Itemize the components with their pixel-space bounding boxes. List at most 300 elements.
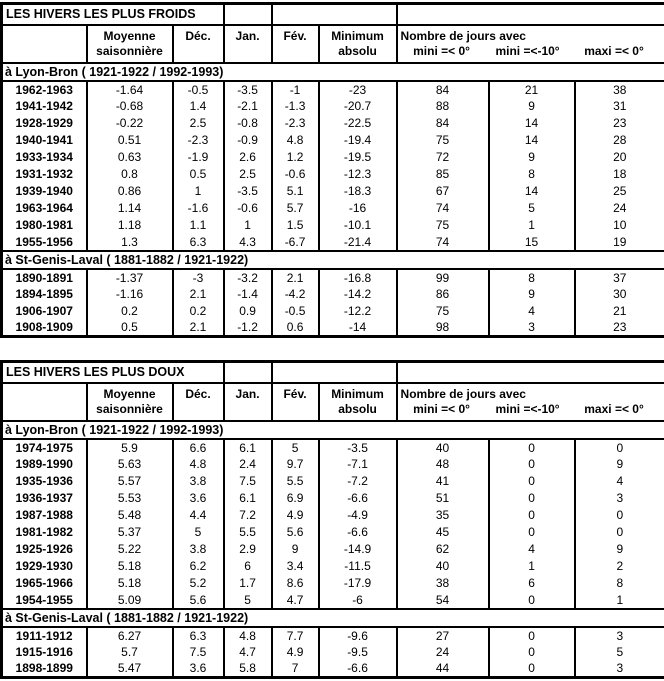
winter-data-row	[2, 456, 664, 473]
value-cell-days-min-below-0: 75	[397, 217, 489, 234]
value-cell-days-min-below-0: 41	[397, 473, 489, 490]
value-cell-days-min-below-minus10: 0	[489, 661, 575, 678]
value-cell-seasonal-mean: 0.2	[87, 303, 173, 320]
value-cell-days-min-below-minus10: 0	[489, 524, 575, 541]
value-cell-january: 4.8	[224, 627, 272, 644]
value-cell-days-min-below-minus10: 9	[489, 149, 575, 166]
value-cell-absolute-minimum: -12.3	[319, 166, 397, 183]
value-cell-december: 0.2	[173, 303, 224, 320]
value-cell-days-max-below-0: 21	[575, 303, 664, 320]
table-title: LES HIVERS LES PLUS DOUX	[2, 362, 224, 383]
value-cell-days-min-below-0: 84	[397, 81, 489, 98]
col-header-days-subheaders	[398, 44, 664, 59]
col-header-december: Déc.	[173, 25, 224, 63]
value-cell-january: -1.2	[224, 320, 272, 337]
value-cell-february: -1	[272, 81, 319, 98]
value-cell-december: 1	[173, 183, 224, 200]
value-cell-february: -1.3	[272, 98, 319, 115]
value-cell-days-max-below-0: 30	[575, 286, 664, 303]
winter-data-row	[2, 303, 664, 320]
value-cell-december: 2.1	[173, 286, 224, 303]
value-cell-days-max-below-0: 4	[575, 473, 664, 490]
col-header-december: Déc.	[173, 383, 224, 421]
col-header-days-min-below-minus10: mini =<-10°	[486, 44, 570, 59]
year-cell: 1890-1891	[2, 269, 87, 286]
value-cell-december: 6.2	[173, 558, 224, 575]
value-cell-days-min-below-0: 75	[397, 132, 489, 149]
value-cell-february: 8.6	[272, 575, 319, 592]
winter-data-row	[2, 200, 664, 217]
year-cell: 1925-1926	[2, 541, 87, 558]
value-cell-january: -0.9	[224, 132, 272, 149]
value-cell-seasonal-mean: -0.22	[87, 115, 173, 132]
value-cell-days-max-below-0: 23	[575, 115, 664, 132]
col-header-days-min-below-minus10: mini =<-10°	[486, 402, 570, 417]
value-cell-absolute-minimum: -19.5	[319, 149, 397, 166]
value-cell-days-max-below-0: 9	[575, 541, 664, 558]
col-header-days-min-below-0: mini =< 0°	[398, 44, 486, 59]
table-title: LES HIVERS LES PLUS FROIDS	[2, 4, 224, 25]
station-section-row	[2, 421, 664, 439]
winter-data-row	[2, 320, 664, 337]
value-cell-seasonal-mean: 5.37	[87, 524, 173, 541]
value-cell-days-max-below-0: 20	[575, 149, 664, 166]
value-cell-days-min-below-0: 24	[397, 644, 489, 661]
value-cell-seasonal-mean: -1.16	[87, 286, 173, 303]
value-cell-days-min-below-minus10: 0	[489, 592, 575, 609]
year-cell: 1981-1982	[2, 524, 87, 541]
value-cell-absolute-minimum: -6.6	[319, 524, 397, 541]
value-cell-days-min-below-minus10: 14	[489, 132, 575, 149]
value-cell-december: 5	[173, 524, 224, 541]
col-header-days-group-title: Nombre de jours avec	[398, 387, 664, 402]
value-cell-january: 2.4	[224, 456, 272, 473]
year-cell: 1936-1937	[2, 490, 87, 507]
value-cell-january: 0.9	[224, 303, 272, 320]
col-header-seasonal-mean-line2: saisonnière	[88, 44, 172, 59]
value-cell-absolute-minimum: -9.5	[319, 644, 397, 661]
winter-data-row	[2, 644, 664, 661]
value-cell-seasonal-mean: 1.18	[87, 217, 173, 234]
station-section-row	[2, 609, 664, 627]
station-section-row	[2, 63, 664, 81]
value-cell-seasonal-mean: 5.53	[87, 490, 173, 507]
value-cell-absolute-minimum: -6.6	[319, 661, 397, 678]
col-header-seasonal-mean-line1: Moyenne	[88, 29, 172, 44]
value-cell-december: 5.6	[173, 592, 224, 609]
col-header-january: Jan.	[224, 383, 272, 421]
value-cell-absolute-minimum: -11.5	[319, 558, 397, 575]
value-cell-days-max-below-0: 37	[575, 269, 664, 286]
value-cell-january: 1	[224, 217, 272, 234]
value-cell-december: 0.5	[173, 166, 224, 183]
value-cell-absolute-minimum: -21.4	[319, 234, 397, 251]
value-cell-days-max-below-0: 8	[575, 575, 664, 592]
value-cell-january: 2.5	[224, 166, 272, 183]
value-cell-december: 6.3	[173, 234, 224, 251]
col-header-january: Jan.	[224, 25, 272, 63]
value-cell-december: 7.5	[173, 644, 224, 661]
value-cell-days-min-below-0: 40	[397, 439, 489, 456]
page	[0, 2, 664, 679]
col-header-days-min-below-0: mini =< 0°	[398, 402, 486, 417]
value-cell-absolute-minimum: -10.1	[319, 217, 397, 234]
value-cell-days-max-below-0: 5	[575, 644, 664, 661]
col-header-years-empty	[2, 383, 87, 421]
col-header-seasonal-mean-line2: saisonnière	[88, 402, 172, 417]
value-cell-days-min-below-minus10: 4	[489, 303, 575, 320]
mildest-winters-table	[0, 360, 664, 679]
value-cell-days-min-below-0: 54	[397, 592, 489, 609]
value-cell-february: 5.6	[272, 524, 319, 541]
winter-data-row	[2, 490, 664, 507]
value-cell-seasonal-mean: 0.8	[87, 166, 173, 183]
winter-data-row	[2, 439, 664, 456]
value-cell-february: 4.7	[272, 592, 319, 609]
value-cell-february: 4.8	[272, 132, 319, 149]
value-cell-absolute-minimum: -14	[319, 320, 397, 337]
value-cell-seasonal-mean: 5.63	[87, 456, 173, 473]
value-cell-absolute-minimum: -23	[319, 81, 397, 98]
col-header-absolute-minimum	[319, 25, 397, 63]
year-cell: 1941-1942	[2, 98, 87, 115]
value-cell-december: 2.1	[173, 320, 224, 337]
year-cell: 1906-1907	[2, 303, 87, 320]
winter-data-row	[2, 507, 664, 524]
value-cell-january: 6	[224, 558, 272, 575]
value-cell-december: -2.3	[173, 132, 224, 149]
year-cell: 1963-1964	[2, 200, 87, 217]
value-cell-seasonal-mean: 5.18	[87, 575, 173, 592]
value-cell-days-min-below-0: 74	[397, 234, 489, 251]
value-cell-days-min-below-0: 45	[397, 524, 489, 541]
value-cell-seasonal-mean: -1.64	[87, 81, 173, 98]
value-cell-seasonal-mean: 5.47	[87, 661, 173, 678]
col-header-february: Fév.	[272, 383, 319, 421]
year-cell: 1965-1966	[2, 575, 87, 592]
winter-data-row	[2, 627, 664, 644]
value-cell-days-min-below-minus10: 5	[489, 200, 575, 217]
col-header-absolute-minimum-line1: Minimum	[320, 29, 396, 44]
value-cell-days-min-below-0: 35	[397, 507, 489, 524]
value-cell-days-min-below-minus10: 8	[489, 269, 575, 286]
value-cell-absolute-minimum: -16	[319, 200, 397, 217]
value-cell-days-max-below-0: 28	[575, 132, 664, 149]
value-cell-december: 3.8	[173, 473, 224, 490]
winter-data-row	[2, 524, 664, 541]
col-header-days-max-below-0: maxi =< 0°	[570, 44, 659, 59]
value-cell-days-min-below-0: 85	[397, 166, 489, 183]
value-cell-february: 6.9	[272, 490, 319, 507]
value-cell-january: 5	[224, 592, 272, 609]
value-cell-absolute-minimum: -4.9	[319, 507, 397, 524]
value-cell-days-max-below-0: 25	[575, 183, 664, 200]
value-cell-absolute-minimum: -16.8	[319, 269, 397, 286]
value-cell-days-min-below-0: 48	[397, 456, 489, 473]
year-cell: 1980-1981	[2, 217, 87, 234]
value-cell-days-max-below-0: 9	[575, 456, 664, 473]
value-cell-february: 5.7	[272, 200, 319, 217]
title-empty-cell	[224, 4, 272, 25]
col-header-days-max-below-0: maxi =< 0°	[570, 402, 659, 417]
value-cell-seasonal-mean: -1.37	[87, 269, 173, 286]
value-cell-days-min-below-0: 99	[397, 269, 489, 286]
year-cell: 1939-1940	[2, 183, 87, 200]
value-cell-february: 5.5	[272, 473, 319, 490]
value-cell-february: 9.7	[272, 456, 319, 473]
table-title-row	[2, 362, 664, 383]
column-header-row	[2, 383, 664, 421]
winter-data-row	[2, 592, 664, 609]
value-cell-february: 1.5	[272, 217, 319, 234]
col-header-absolute-minimum-line1: Minimum	[320, 387, 396, 402]
value-cell-days-min-below-0: 72	[397, 149, 489, 166]
year-cell: 1894-1895	[2, 286, 87, 303]
value-cell-days-max-below-0: 2	[575, 558, 664, 575]
col-header-years-empty	[2, 25, 87, 63]
value-cell-days-min-below-minus10: 0	[489, 456, 575, 473]
value-cell-february: -0.5	[272, 303, 319, 320]
value-cell-january: 1.7	[224, 575, 272, 592]
value-cell-december: -1.6	[173, 200, 224, 217]
value-cell-days-max-below-0: 10	[575, 217, 664, 234]
title-empty-cell	[397, 4, 664, 25]
value-cell-february: -0.6	[272, 166, 319, 183]
value-cell-absolute-minimum: -20.7	[319, 98, 397, 115]
value-cell-december: 4.4	[173, 507, 224, 524]
year-cell: 1974-1975	[2, 439, 87, 456]
winter-data-row	[2, 115, 664, 132]
value-cell-december: 1.1	[173, 217, 224, 234]
value-cell-seasonal-mean: 1.14	[87, 200, 173, 217]
value-cell-december: 6.3	[173, 627, 224, 644]
table-title-row	[2, 4, 664, 25]
value-cell-january: 7.5	[224, 473, 272, 490]
value-cell-days-min-below-0: 51	[397, 490, 489, 507]
value-cell-days-max-below-0: 31	[575, 98, 664, 115]
value-cell-january: -0.6	[224, 200, 272, 217]
year-cell: 1933-1934	[2, 149, 87, 166]
value-cell-days-min-below-minus10: 9	[489, 98, 575, 115]
value-cell-january: -3.2	[224, 269, 272, 286]
year-cell: 1955-1956	[2, 234, 87, 251]
col-header-seasonal-mean-line1: Moyenne	[88, 387, 172, 402]
title-empty-cell	[397, 362, 664, 383]
value-cell-absolute-minimum: -6.6	[319, 490, 397, 507]
col-header-days-group	[397, 383, 664, 421]
value-cell-days-min-below-minus10: 21	[489, 81, 575, 98]
value-cell-seasonal-mean: 0.5	[87, 320, 173, 337]
value-cell-days-min-below-minus10: 15	[489, 234, 575, 251]
winter-data-row	[2, 541, 664, 558]
value-cell-absolute-minimum: -3.5	[319, 439, 397, 456]
value-cell-seasonal-mean: 5.09	[87, 592, 173, 609]
value-cell-days-max-below-0: 0	[575, 524, 664, 541]
year-cell: 1908-1909	[2, 320, 87, 337]
year-cell: 1915-1916	[2, 644, 87, 661]
value-cell-days-min-below-0: 84	[397, 115, 489, 132]
value-cell-absolute-minimum: -18.3	[319, 183, 397, 200]
value-cell-february: -4.2	[272, 286, 319, 303]
value-cell-january: 5.8	[224, 661, 272, 678]
value-cell-january: 7.2	[224, 507, 272, 524]
station-section-row	[2, 251, 664, 269]
value-cell-days-min-below-0: 40	[397, 558, 489, 575]
value-cell-days-min-below-minus10: 4	[489, 541, 575, 558]
value-cell-december: -0.5	[173, 81, 224, 98]
value-cell-days-max-below-0: 1	[575, 592, 664, 609]
value-cell-days-min-below-0: 38	[397, 575, 489, 592]
year-cell: 1898-1899	[2, 661, 87, 678]
value-cell-seasonal-mean: 0.86	[87, 183, 173, 200]
col-header-seasonal-mean	[87, 383, 173, 421]
value-cell-absolute-minimum: -14.2	[319, 286, 397, 303]
value-cell-days-max-below-0: 19	[575, 234, 664, 251]
station-section-label: à Lyon-Bron ( 1921-1922 / 1992-1993)	[2, 421, 664, 439]
value-cell-absolute-minimum: -6	[319, 592, 397, 609]
value-cell-february: 4.9	[272, 507, 319, 524]
value-cell-days-min-below-minus10: 0	[489, 507, 575, 524]
value-cell-seasonal-mean: 5.18	[87, 558, 173, 575]
value-cell-days-min-below-minus10: 3	[489, 320, 575, 337]
winter-data-row	[2, 575, 664, 592]
value-cell-december: -1.9	[173, 149, 224, 166]
value-cell-days-max-below-0: 0	[575, 507, 664, 524]
value-cell-february: -2.3	[272, 115, 319, 132]
value-cell-seasonal-mean: 5.22	[87, 541, 173, 558]
value-cell-days-min-below-minus10: 0	[489, 627, 575, 644]
value-cell-february: 5	[272, 439, 319, 456]
value-cell-days-min-below-minus10: 0	[489, 473, 575, 490]
value-cell-days-min-below-minus10: 8	[489, 166, 575, 183]
value-cell-days-max-below-0: 3	[575, 490, 664, 507]
value-cell-december: 3.6	[173, 661, 224, 678]
col-header-february: Fév.	[272, 25, 319, 63]
value-cell-days-min-below-0: 98	[397, 320, 489, 337]
col-header-absolute-minimum-line2: absolu	[320, 44, 396, 59]
value-cell-days-min-below-minus10: 1	[489, 558, 575, 575]
value-cell-february: 7	[272, 661, 319, 678]
value-cell-january: -1.4	[224, 286, 272, 303]
column-header-row	[2, 25, 664, 63]
value-cell-days-min-below-minus10: 0	[489, 490, 575, 507]
value-cell-december: 4.8	[173, 456, 224, 473]
value-cell-absolute-minimum: -22.5	[319, 115, 397, 132]
value-cell-days-min-below-0: 27	[397, 627, 489, 644]
year-cell: 1931-1932	[2, 166, 87, 183]
value-cell-absolute-minimum: -14.9	[319, 541, 397, 558]
value-cell-january: -3.5	[224, 81, 272, 98]
station-section-label: à Lyon-Bron ( 1921-1922 / 1992-1993)	[2, 63, 664, 81]
value-cell-absolute-minimum: -7.2	[319, 473, 397, 490]
value-cell-absolute-minimum: -12.2	[319, 303, 397, 320]
value-cell-days-max-below-0: 0	[575, 439, 664, 456]
value-cell-days-min-below-minus10: 6	[489, 575, 575, 592]
year-cell: 1954-1955	[2, 592, 87, 609]
value-cell-days-max-below-0: 3	[575, 627, 664, 644]
value-cell-days-max-below-0: 23	[575, 320, 664, 337]
year-cell: 1929-1930	[2, 558, 87, 575]
value-cell-january: 4.3	[224, 234, 272, 251]
value-cell-december: 2.5	[173, 115, 224, 132]
title-empty-cell	[272, 362, 397, 383]
value-cell-december: -3	[173, 269, 224, 286]
value-cell-february: -6.7	[272, 234, 319, 251]
winter-data-row	[2, 217, 664, 234]
value-cell-january: -0.8	[224, 115, 272, 132]
value-cell-february: 3.4	[272, 558, 319, 575]
coldest-winters-table	[0, 2, 664, 338]
value-cell-days-min-below-0: 88	[397, 98, 489, 115]
value-cell-seasonal-mean: 1.3	[87, 234, 173, 251]
value-cell-seasonal-mean: -0.68	[87, 98, 173, 115]
col-header-days-group-title: Nombre de jours avec	[398, 29, 664, 44]
value-cell-seasonal-mean: 0.63	[87, 149, 173, 166]
value-cell-december: 6.6	[173, 439, 224, 456]
col-header-seasonal-mean	[87, 25, 173, 63]
value-cell-days-min-below-0: 44	[397, 661, 489, 678]
winter-data-row	[2, 286, 664, 303]
winter-data-row	[2, 269, 664, 286]
value-cell-days-max-below-0: 38	[575, 81, 664, 98]
value-cell-december: 1.4	[173, 98, 224, 115]
year-cell: 1989-1990	[2, 456, 87, 473]
value-cell-february: 4.9	[272, 644, 319, 661]
value-cell-days-min-below-0: 74	[397, 200, 489, 217]
winter-data-row	[2, 661, 664, 678]
value-cell-days-min-below-minus10: 0	[489, 439, 575, 456]
value-cell-february: 2.1	[272, 269, 319, 286]
value-cell-seasonal-mean: 5.7	[87, 644, 173, 661]
value-cell-seasonal-mean: 5.57	[87, 473, 173, 490]
value-cell-days-min-below-minus10: 1	[489, 217, 575, 234]
year-cell: 1928-1929	[2, 115, 87, 132]
value-cell-january: -2.1	[224, 98, 272, 115]
value-cell-january: -3.5	[224, 183, 272, 200]
title-empty-cell	[224, 362, 272, 383]
value-cell-days-max-below-0: 3	[575, 661, 664, 678]
station-section-label: à St-Genis-Laval ( 1881-1882 / 1921-1922)	[2, 609, 664, 627]
value-cell-days-min-below-minus10: 14	[489, 115, 575, 132]
winter-data-row	[2, 166, 664, 183]
value-cell-absolute-minimum: -19.4	[319, 132, 397, 149]
value-cell-days-min-below-0: 75	[397, 303, 489, 320]
value-cell-days-min-below-minus10: 0	[489, 644, 575, 661]
winter-data-row	[2, 558, 664, 575]
value-cell-days-min-below-0: 62	[397, 541, 489, 558]
col-header-days-subheaders	[398, 402, 664, 417]
value-cell-absolute-minimum: -17.9	[319, 575, 397, 592]
value-cell-december: 5.2	[173, 575, 224, 592]
winter-data-row	[2, 183, 664, 200]
value-cell-absolute-minimum: -7.1	[319, 456, 397, 473]
value-cell-february: 5.1	[272, 183, 319, 200]
value-cell-january: 6.1	[224, 490, 272, 507]
year-cell: 1987-1988	[2, 507, 87, 524]
value-cell-days-min-below-0: 86	[397, 286, 489, 303]
col-header-absolute-minimum-line2: absolu	[320, 402, 396, 417]
value-cell-january: 2.6	[224, 149, 272, 166]
title-empty-cell	[272, 4, 397, 25]
value-cell-days-max-below-0: 18	[575, 166, 664, 183]
winter-data-row	[2, 98, 664, 115]
col-header-days-group	[397, 25, 664, 63]
value-cell-february: 0.6	[272, 320, 319, 337]
value-cell-seasonal-mean: 5.48	[87, 507, 173, 524]
value-cell-absolute-minimum: -9.6	[319, 627, 397, 644]
year-cell: 1935-1936	[2, 473, 87, 490]
winter-data-row	[2, 149, 664, 166]
